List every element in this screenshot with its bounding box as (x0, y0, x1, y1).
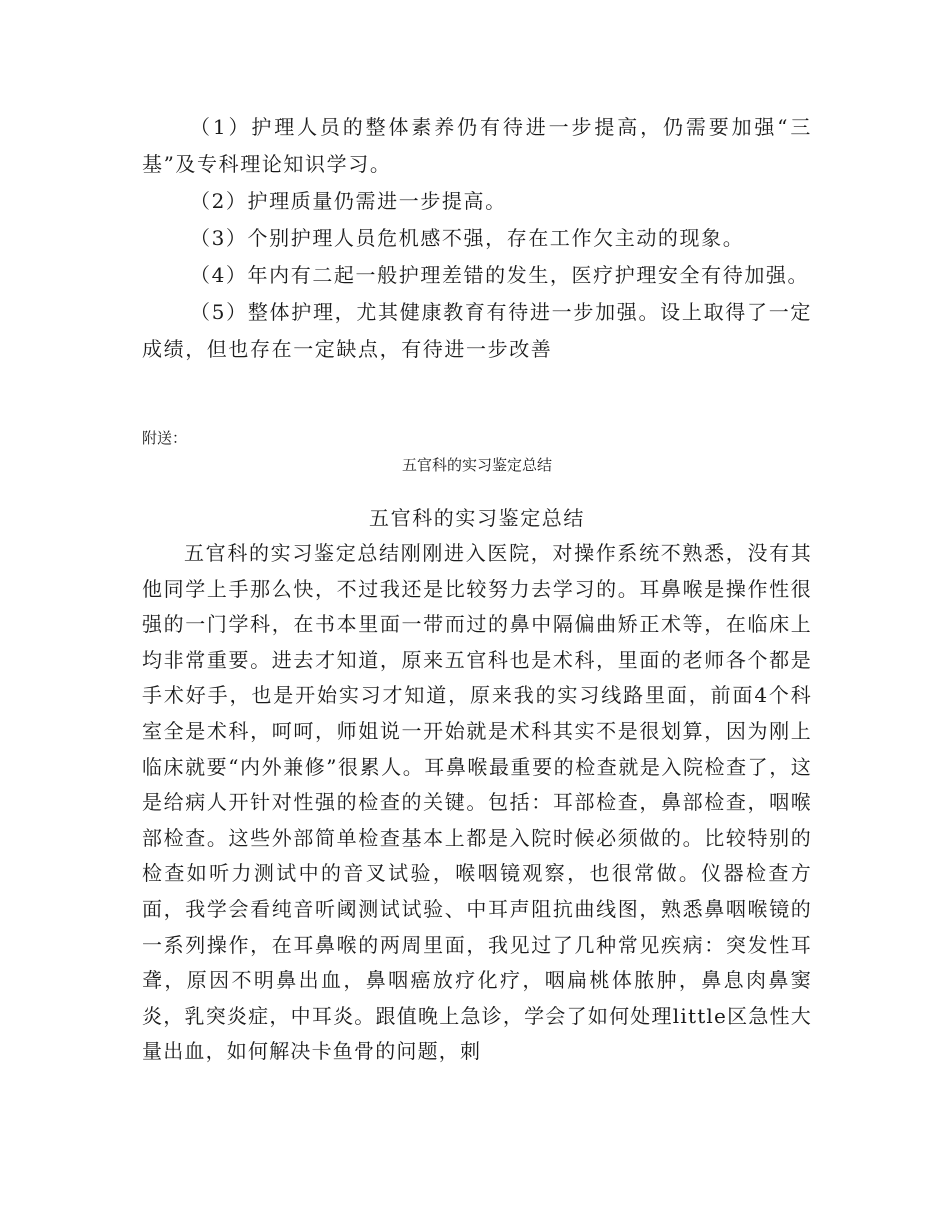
body-block (142, 536, 812, 1070)
appendix-label: 附送： (142, 429, 188, 447)
list-item: （3）个别护理人员危机感不强，存在工作欠主动的现象。 (190, 226, 745, 250)
list-item: （4）年内有二起一般护理差错的发生，医疗护理安全有待加强。 (190, 263, 810, 287)
main-title-block (142, 503, 812, 533)
main-title: 五官科的实习鉴定总结 (369, 506, 585, 530)
small-title-block (142, 455, 812, 475)
list-item: （1）护理人员的整体素养仍有待进一步提高，仍需要加强“三基”及专科理论知识学习。 (142, 115, 812, 176)
deficiency-list (142, 109, 812, 368)
appendix-section (142, 428, 812, 448)
list-item: （5）整体护理，尤其健康教育有待进一步加强。设上取得了一定成绩，但也存在一定缺点，有待进一步改善 (142, 300, 812, 361)
list-item: （2）护理质量仍需进一步提高。 (190, 189, 507, 213)
small-title: 五官科的实习鉴定总结 (401, 456, 552, 474)
body-paragraph: 五官科的实习鉴定总结刚刚进入医院，对操作系统不熟悉，没有其他同学上手那么快，不过我还是比较努力去学习的。耳鼻喉是操作性很强的一门学科，在书本里面一带而过的鼻中隔偏曲矫正术等，在临床上均非常重要。进去才知道，原来五官科也是术科，里面的老师各个都是手术好手，也是开始实习才知道，原来我的实习线路里面，前面4个科室全是术科，呵呵，师姐说一开始就是术科其实不是很划算，因为刚上临床就要“内外兼修”很累人。耳鼻喉最重要的检查就是入院检查了，这是给病人开针对性强的检查的关键。包括：耳部检查，鼻部检查，咽喉部检查。这些外部简单检查基本上都是入院时候必须做的。比较特别的检查如听力测试中的音叉试验，喉咽镜观察，也很常做。仪器检查方面，我学会看纯音听阈测试试验、中耳声阻抗曲线图，熟悉鼻咽喉镜的一系列操作，在耳鼻喉的两周里面，我见过了几种常见疾病：突发性耳聋，原因不明鼻出血，鼻咽癌放疗化疗，咽扁桃体脓肿，鼻息肉鼻窦炎，乳突炎症，中耳炎。跟值晚上急诊，学会了如何处理little区急性大量出血，如何解决卡鱼骨的问题，刺 (142, 541, 812, 1064)
